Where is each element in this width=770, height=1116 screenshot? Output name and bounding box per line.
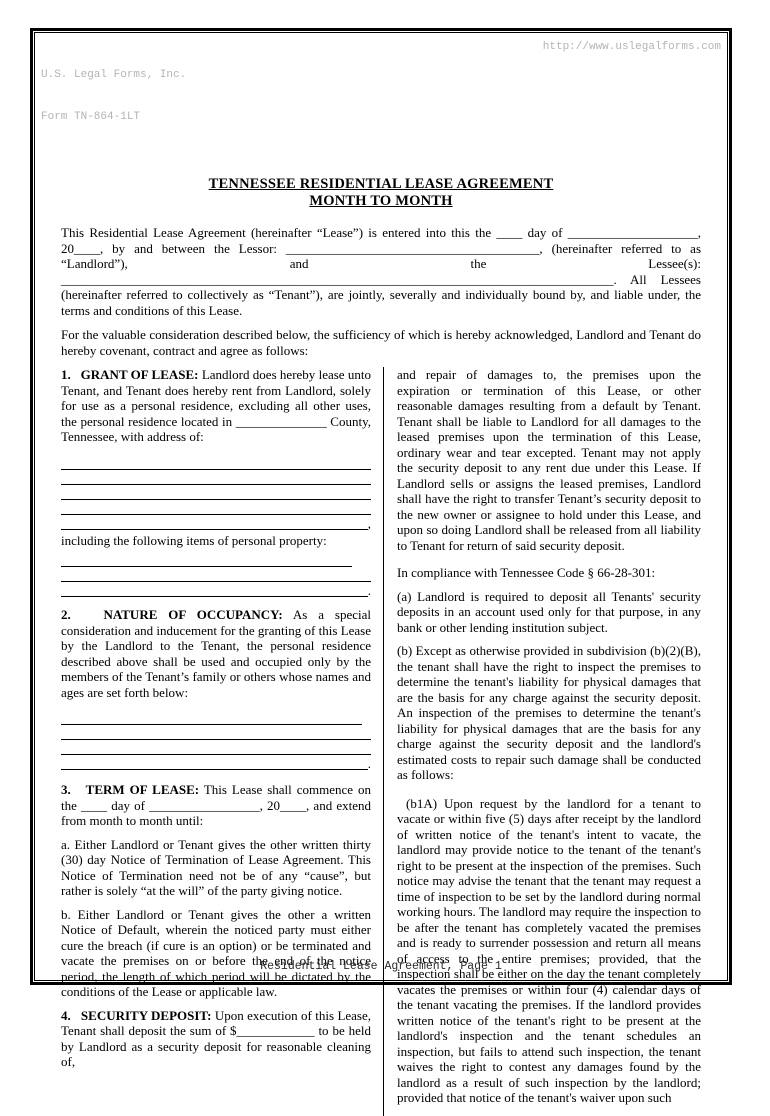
section-term-of-lease [61,782,371,829]
blank-line [61,567,371,582]
address-blank-lines [61,455,371,530]
document-header [41,40,721,152]
section-security-deposit [61,1008,371,1070]
blank-line [61,552,371,567]
fill-in-rule [61,499,371,515]
blank-line [61,455,371,470]
publisher-name: U.S. Legal Forms, Inc. [41,69,187,81]
fill-in-rule [61,484,371,500]
fill-in-rule [61,754,368,770]
term-subsection-b: b. Either Landlord or Tenant gives the other a written Notice of Default, wherein the noticed party must either cure the breach (if cure is an option) or be terminated and vacate the premises on or before the end of the notice period, the length of which period will be dictated by the conditions of the Lease or applicable law. [61,906,371,999]
code-item-b1a: (b1A) Upon request by the landlord for a tenant to vacate or within five (5) days after receipt by the landlord of written notice of the tenant's intent to vacate, the landlord may provide notice to the tenant of the tenant's right to be present at the inspection of the premises. Such notice may advise the tenant that the tenant may request a time of inspection to be set by the landlord during normal working hours. The landlord may require the inspection to be after the tenant has completely vacated the premises and is ready to surrender possession and return all means of access to the entire premises; provided, that the inspection shall be either on the day the tenant completely vacates the premises or within four (4) calendar days of the tenant vacating the premises. If the landlord provides written notice of the tenant's right to be present at the landlord's inspection and the tenant schedules an inspection, but fails to attend such inspection, the tenant waives the right to contest any damages found by the landlord as a result of such inspection by the landlord; provided that notice of the tenant's waiver upon such [397,795,701,1105]
fill-in-rule [61,566,371,582]
blank-line [61,582,371,597]
fill-in-rule [61,724,371,740]
blank-line [61,740,371,755]
fill-in-rule [61,551,352,567]
document-title-line2: MONTH TO MONTH [309,193,453,209]
blank-line [61,485,371,500]
fill-in-rule [61,454,371,470]
fill-in-rule [61,739,371,755]
fill-in-rule [61,469,371,485]
section-security-heading: 4. SECURITY DEPOSIT: [61,1007,212,1023]
lease-document-page [35,33,727,1105]
section-grant-of-lease [61,367,371,445]
blank-line [61,755,371,770]
blank-line [61,470,371,485]
left-column [61,367,371,1116]
code-item-b: (b) Except as otherwise provided in subdivision (b)(2)(B), the tenant shall have the right to inspect the premises to determine the tenant's liability for physical damages that are the basis for any charge against the security deposit. An inspection of the premises to determine the tenant's liability for physical damages that are the basis for any charge against the security deposit and the landlord's estimated costs to repair such damage shall be conducted as follows: [397,643,701,782]
blank-line [61,515,371,530]
blank-line [61,500,371,515]
blank-line-suffix: , [367,515,371,531]
publisher-block [41,40,186,152]
section-grant-heading: 1. GRANT OF LEASE: [61,367,199,382]
page-border-inner [34,32,728,1105]
section-term-heading: 3. TERM OF LEASE: [61,782,200,797]
personal-property-label: including the following items of personal property: [61,532,327,548]
blank-line-suffix: . [367,756,371,771]
section-grant-body: Landlord does hereby lease unto Tenant, and Tenant does hereby rent from Landlord, solely for use as a personal residence, excluding all other uses, the personal residence located in ______________ County, Tennessee, with address of: [61,367,371,444]
section-term-body: This Lease shall commence on the ____ day of _________________, 20____, and extend from month to month until: [61,782,372,828]
document-title [61,176,701,210]
document-title-line1: TENNESSEE RESIDENTIAL LEASE AGREEMENT [208,176,554,192]
fill-in-rule [61,709,362,725]
section-occupancy-body: As a special consideration and inducement for the granting of this Lease by the Landlord to the Tenant, the personal residence described above shall be used and occupied only by the members of the Tenant’s family or others whose names and ages are set forth below: [61,607,371,700]
page-footer: Residential Lease Agreement, Page 1 [260,960,502,973]
website-url: http://www.uslegalforms.com [542,41,721,53]
tennessee-code-compliance-intro: In compliance with Tennessee Code § 66-28-301: [397,565,656,580]
personal-property-blank-lines [61,552,371,597]
right-column [397,367,701,1116]
section-occupancy-heading: 2. NATURE OF OCCUPANCY: [61,607,283,622]
blank-line [61,725,371,740]
term-subsection-a: a. Either Landlord or Tenant gives the other written thirty (30) day Notice of Termination of Lease Agreement. This Notice of Termination need not be of any “cause”, but rather is solely “at the will” of the party giving notice. [61,836,371,898]
occupant-blank-lines [61,710,371,770]
fill-in-rule [61,581,368,597]
fill-in-rule [61,514,368,530]
security-deposit-continued: and repair of damages to, the premises upon the expiration or termination of this Lease, or other reasonable damages resulting from a default by Tenant. Tenant shall be liable to Landlord for all damages to the leased premises upon the termination of this Lease, ordinary wear and tear excepted. Tenant may not apply the security deposit to any rent due under this Lease. If Landlord sells or assigns the leased premises, Landlord shall have the right to transfer Tenant’s security deposit to the new owner or assignee to hold under this Lease, and upon so doing Landlord shall be released from all liability to Tenant for return of said security deposit. [397,367,701,553]
form-number: Form TN-864-1LT [41,111,141,123]
code-item-a: (a) Landlord is required to deposit all Tenants' security deposits in an account used only for that purpose, in any bank or other lending institution subject. [397,588,701,635]
section-nature-of-occupancy [61,607,371,700]
intro-paragraph-consideration: For the valuable consideration described below, the sufficiency of which is hereby acknowledged, Landlord and Tenant do hereby covenant, contract and agree as follows: [61,327,701,358]
two-column-body [61,367,701,1116]
column-divider-rule [383,367,384,1116]
intro-section [61,225,701,358]
page-border [30,28,732,1105]
section-security-body: Upon execution of this Lease, Tenant shall deposit the sum of $____________ to be held by Landlord as a security deposit for reasonable cleaning of, [61,1007,371,1069]
blank-line [61,710,371,725]
intro-paragraph-parties: This Residential Lease Agreement (hereinafter “Lease”) is entered into this the ____ day of ____________________, 20____, by and between the Lessor: _______________________________________, (hereinafter referred to as “Landlord”), and the Lessee(s): _____________________________________________________________________________________. All Lessees (hereinafter referred to collectively as “Tenant”), are jointly, severally and individually bound by, and liable under, the terms and conditions of this Lease. [61,225,701,318]
blank-line-suffix: . [367,583,371,598]
